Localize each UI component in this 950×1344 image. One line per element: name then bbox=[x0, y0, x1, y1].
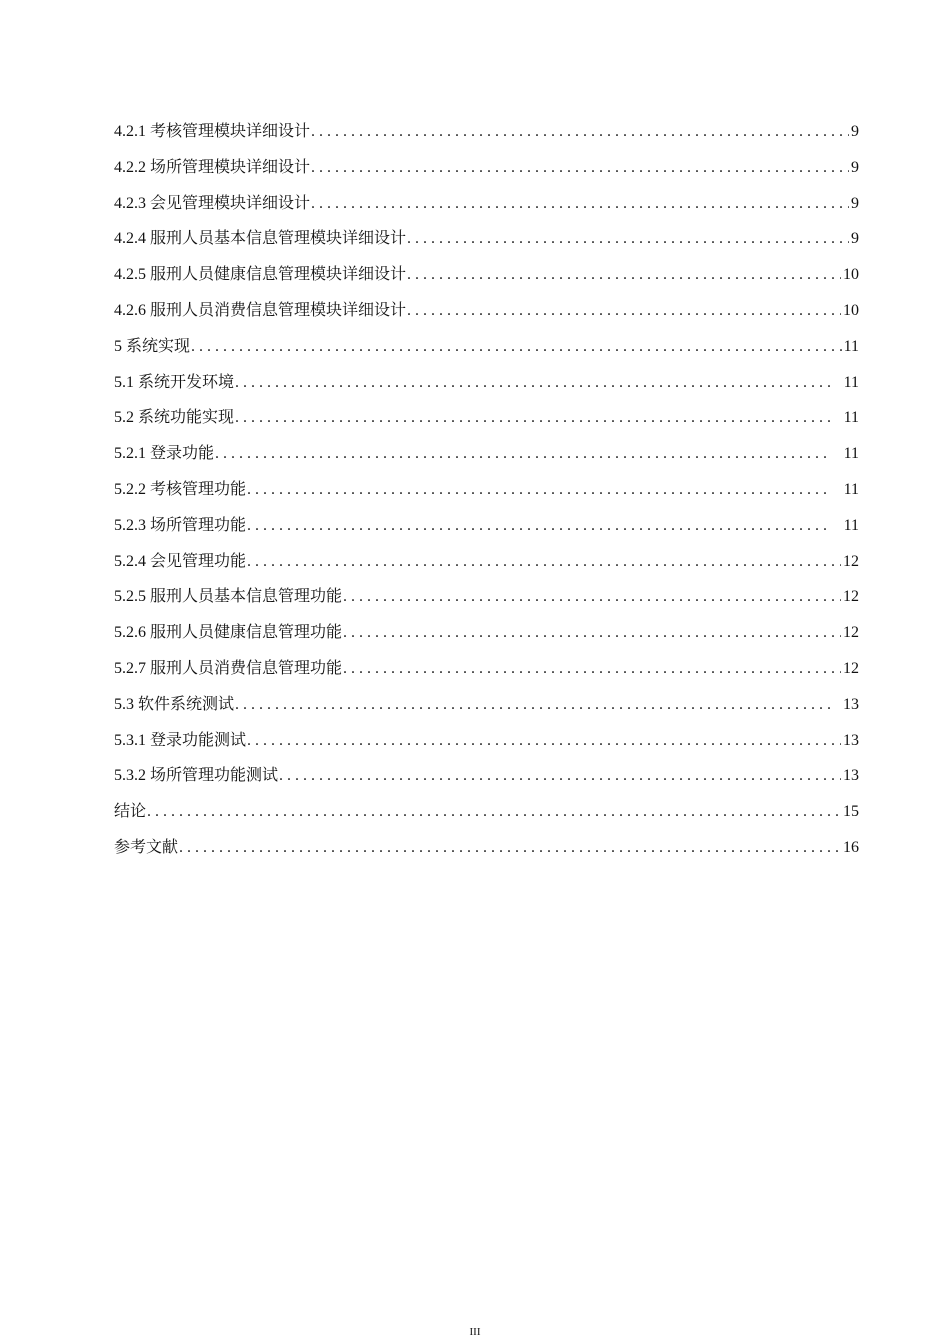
toc-entry-label: 结论 bbox=[114, 803, 147, 821]
toc-entry-page: 13 bbox=[843, 767, 859, 785]
toc-entry[interactable] bbox=[114, 293, 859, 329]
toc-entry[interactable] bbox=[114, 186, 859, 222]
toc-entry-label: 5.2.1 登录功能 bbox=[114, 445, 215, 463]
toc-entry[interactable] bbox=[114, 830, 859, 866]
toc-dot-leader bbox=[407, 257, 841, 293]
toc-entry-page: 11 bbox=[843, 516, 859, 534]
toc-dot-leader bbox=[247, 508, 832, 544]
toc-entry-label: 5.3.1 登录功能测试 bbox=[114, 731, 247, 749]
toc-entry-label: 4.2.6 服刑人员消费信息管理模块详细设计 bbox=[114, 301, 407, 319]
toc-dot-leader bbox=[311, 114, 849, 150]
toc-dot-leader bbox=[343, 615, 841, 651]
toc-entry[interactable] bbox=[114, 615, 859, 651]
toc-entry[interactable] bbox=[114, 329, 859, 365]
toc-dot-leader bbox=[147, 794, 841, 830]
toc-entry[interactable] bbox=[114, 150, 859, 186]
toc-entry-label: 5.3.2 场所管理功能测试 bbox=[114, 767, 279, 785]
toc-entry-page: 9 bbox=[851, 194, 859, 212]
toc-entry-label: 参考文献 bbox=[114, 838, 179, 856]
toc-entry-page: 12 bbox=[843, 588, 859, 606]
toc-entry-label: 5.2.3 场所管理功能 bbox=[114, 516, 247, 534]
toc-entry-page: 9 bbox=[851, 230, 859, 248]
toc-entry-label: 5.2 系统功能实现 bbox=[114, 409, 235, 427]
toc-entry[interactable] bbox=[114, 579, 859, 615]
toc-entry-page: 11 bbox=[843, 337, 859, 355]
toc-entry[interactable] bbox=[114, 472, 859, 508]
toc-entry[interactable] bbox=[114, 508, 859, 544]
toc-entry-label: 4.2.1 考核管理模块详细设计 bbox=[114, 123, 311, 140]
toc-entry-label: 5.2.4 会见管理功能 bbox=[114, 552, 247, 570]
toc-dot-leader bbox=[311, 186, 849, 222]
toc-entry-label: 5.2.7 服刑人员消费信息管理功能 bbox=[114, 659, 343, 677]
toc-entry-label: 4.2.5 服刑人员健康信息管理模块详细设计 bbox=[114, 266, 407, 284]
toc-dot-leader bbox=[235, 365, 832, 401]
toc-dot-leader bbox=[235, 400, 832, 436]
toc-entry-page: 15 bbox=[843, 803, 859, 821]
toc-entry-page: 12 bbox=[843, 552, 859, 570]
toc-entry[interactable] bbox=[114, 758, 859, 794]
toc-entry-page: 10 bbox=[843, 266, 859, 284]
toc-dot-leader bbox=[311, 150, 849, 186]
toc-entry-page: 11 bbox=[843, 373, 859, 391]
toc-entry-label: 5.2.6 服刑人员健康信息管理功能 bbox=[114, 624, 343, 642]
toc-entry[interactable] bbox=[114, 114, 859, 150]
toc-entry-label: 5.2.2 考核管理功能 bbox=[114, 480, 247, 498]
toc-entry[interactable] bbox=[114, 257, 859, 293]
toc-entry-page: 12 bbox=[843, 659, 859, 677]
toc-entry-label: 5 系统实现 bbox=[114, 337, 191, 355]
toc-dot-leader bbox=[215, 436, 832, 472]
toc-dot-leader bbox=[407, 293, 841, 329]
toc-entry-page: 10 bbox=[843, 301, 859, 319]
toc-entry-label: 5.2.5 服刑人员基本信息管理功能 bbox=[114, 588, 343, 606]
toc-entry[interactable] bbox=[114, 221, 859, 257]
toc-entry-label: 4.2.2 场所管理模块详细设计 bbox=[114, 158, 311, 176]
toc-dot-leader bbox=[279, 758, 841, 794]
toc-entry-page: 11 bbox=[843, 409, 859, 427]
toc-dot-leader bbox=[407, 221, 849, 257]
toc-dot-leader bbox=[343, 579, 841, 615]
toc-entry[interactable] bbox=[114, 723, 859, 759]
toc-dot-leader bbox=[179, 830, 841, 866]
toc-dot-leader bbox=[343, 651, 841, 687]
toc-entry[interactable] bbox=[114, 687, 859, 723]
toc-entry-label: 5.3 软件系统测试 bbox=[114, 695, 235, 713]
toc-entry[interactable] bbox=[114, 794, 859, 830]
toc-entry[interactable] bbox=[114, 436, 859, 472]
toc-dot-leader bbox=[235, 687, 831, 723]
table-of-contents bbox=[114, 114, 859, 866]
toc-dot-leader bbox=[191, 329, 842, 365]
toc-entry-page: 9 bbox=[851, 158, 859, 176]
toc-entry[interactable] bbox=[114, 400, 859, 436]
toc-entry-page: 13 bbox=[843, 731, 859, 749]
toc-dot-leader bbox=[247, 723, 841, 759]
toc-entry[interactable] bbox=[114, 365, 859, 401]
toc-dot-leader bbox=[247, 472, 832, 508]
toc-entry-label: 4.2.3 会见管理模块详细设计 bbox=[114, 194, 311, 212]
toc-entry[interactable] bbox=[114, 651, 859, 687]
toc-entry-page: 9 bbox=[851, 123, 859, 140]
page-number-footer: III bbox=[469, 1326, 481, 1338]
toc-entry-page: 11 bbox=[843, 480, 859, 498]
toc-entry[interactable] bbox=[114, 544, 859, 580]
toc-entry-page: 13 bbox=[843, 695, 859, 713]
toc-dot-leader bbox=[247, 544, 841, 580]
toc-entry-page: 16 bbox=[843, 838, 859, 856]
toc-entry-page: 12 bbox=[843, 624, 859, 642]
toc-entry-page: 11 bbox=[843, 445, 859, 463]
toc-entry-label: 4.2.4 服刑人员基本信息管理模块详细设计 bbox=[114, 230, 407, 248]
toc-entry-label: 5.1 系统开发环境 bbox=[114, 373, 235, 391]
